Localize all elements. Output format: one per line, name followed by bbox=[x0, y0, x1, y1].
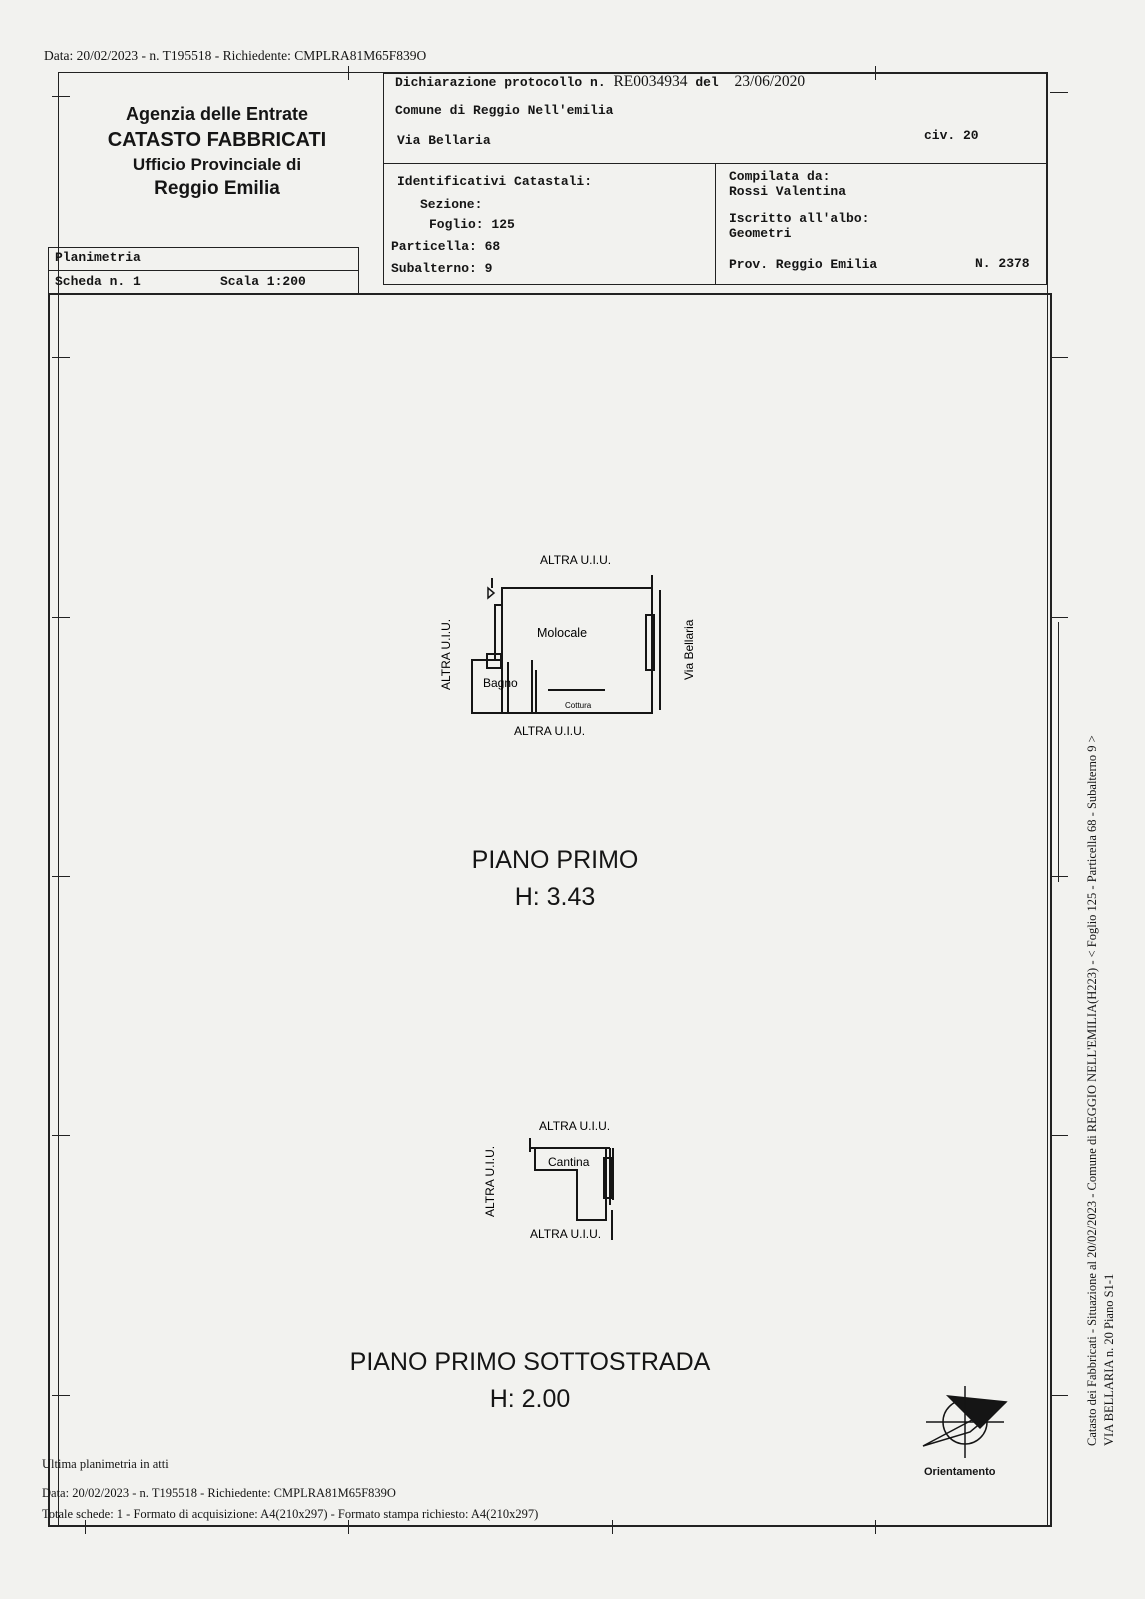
catasto-title: CATASTO FABBRICATI bbox=[107, 129, 327, 151]
albo-value: Geometri bbox=[729, 226, 792, 241]
compilata-name: Rossi Valentina bbox=[729, 184, 847, 199]
planimetria-label: Planimetria bbox=[55, 250, 141, 265]
iscritto-label: Iscritto all'albo: bbox=[729, 211, 870, 226]
frame-tick bbox=[52, 876, 70, 877]
particella-field: Particella: 68 bbox=[391, 239, 501, 254]
frame-tick bbox=[1050, 357, 1068, 358]
frame-tick bbox=[1050, 617, 1068, 618]
side-info-line1: Catasto dei Fabbricati - Situazione al 20/02/2023 - Comune di REGGIO NELL'EMILIA(H223) - < Foglio 125 - Particella 68 - Subalterno 9 > bbox=[1085, 735, 1099, 1446]
footer-data: Data: 20/02/2023 - n. T195518 - Richiedente: CMPLRA81M65F839O bbox=[42, 1486, 396, 1500]
floor-height-first: H: 3.43 bbox=[514, 883, 596, 911]
side-info-line2: VIA BELLARIA n. 20 Piano S1-1 bbox=[1102, 1273, 1116, 1446]
frame-tick bbox=[52, 1395, 70, 1396]
subalterno-field: Subalterno: 9 bbox=[391, 261, 493, 276]
frame-tick bbox=[1050, 1395, 1068, 1396]
scheda-number: Scheda n. 1 bbox=[55, 274, 141, 289]
door-triangle bbox=[488, 588, 494, 598]
floor-title-first: PIANO PRIMO bbox=[471, 846, 639, 874]
sezione-field: Sezione: bbox=[420, 197, 483, 212]
frame-tick bbox=[1050, 92, 1068, 93]
frame-tick bbox=[52, 357, 70, 358]
altra-left-label: ALTRA U.I.U. bbox=[483, 1145, 497, 1217]
floor-plan-first bbox=[420, 550, 740, 750]
floor-height-basement: H: 2.00 bbox=[489, 1385, 571, 1413]
protocol-label: Dichiarazione protocollo n. bbox=[395, 75, 606, 90]
cantina-label: Cantina bbox=[548, 1155, 590, 1169]
frame-tick bbox=[52, 1135, 70, 1136]
frame-tick bbox=[85, 1520, 86, 1534]
identificativi-title: Identificativi Catastali: bbox=[397, 174, 593, 189]
compilata-divider bbox=[715, 163, 716, 285]
frame-tick bbox=[348, 1520, 349, 1534]
protocol-line bbox=[395, 73, 805, 91]
altra-top-label: ALTRA U.I.U. bbox=[540, 553, 612, 567]
frame-tick bbox=[1050, 876, 1068, 877]
altra-left-label: ALTRA U.I.U. bbox=[439, 618, 453, 690]
frame-tick bbox=[875, 1520, 876, 1534]
frame-tick bbox=[612, 1520, 613, 1534]
ultima-planimetria: Ultima planimetria in atti bbox=[42, 1457, 169, 1471]
foglio-field: Foglio: 125 bbox=[429, 217, 515, 232]
request-header: Data: 20/02/2023 - n. T195518 - Richiedente: CMPLRA81M65F839O bbox=[44, 48, 427, 63]
agency-name: Agenzia delle Entrate bbox=[125, 104, 309, 124]
frame-tick bbox=[348, 66, 349, 80]
orientation-label: Orientamento bbox=[924, 1466, 996, 1478]
altra-bottom-label: ALTRA U.I.U. bbox=[530, 1227, 602, 1241]
side-marker bbox=[1058, 622, 1059, 882]
province-label: Prov. Reggio Emilia bbox=[729, 257, 878, 272]
planimetria-divider bbox=[48, 270, 359, 271]
cottura-label: Cottura bbox=[565, 701, 592, 710]
scale-label: Scala 1:200 bbox=[220, 274, 306, 289]
bagno-label: Bagno bbox=[483, 676, 518, 690]
compilata-title: Compilata da: bbox=[729, 169, 831, 184]
protocol-del: del bbox=[695, 75, 719, 90]
via-line: Via Bellaria bbox=[397, 133, 491, 148]
via-bellaria-label: Via Bellaria bbox=[682, 619, 696, 680]
office-city: Reggio Emilia bbox=[154, 178, 280, 199]
registration-number: N. 2378 bbox=[975, 256, 1030, 271]
floor-plan-basement bbox=[470, 1110, 650, 1250]
plan-wall bbox=[472, 587, 652, 713]
protocol-date: 23/06/2020 bbox=[734, 73, 806, 90]
footer-totale: Totale schede: 1 - Formato di acquisizione: A4(210x297) - Formato stampa richiesto: A4(210x297) bbox=[42, 1507, 539, 1521]
frame-tick bbox=[1050, 1135, 1068, 1136]
frame-tick bbox=[52, 617, 70, 618]
comune-line: Comune di Reggio Nell'emilia bbox=[395, 103, 614, 118]
floor-title-basement: PIANO PRIMO SOTTOSTRADA bbox=[349, 1348, 711, 1376]
frame-tick bbox=[52, 96, 70, 97]
compass-icon bbox=[918, 1384, 1018, 1469]
altra-bottom-label: ALTRA U.I.U. bbox=[514, 724, 586, 738]
protocol-number: RE0034934 bbox=[613, 73, 688, 90]
monolocale-label: Molocale bbox=[537, 626, 588, 640]
civ-number: civ. 20 bbox=[924, 128, 979, 143]
altra-top-label: ALTRA U.I.U. bbox=[539, 1119, 611, 1133]
agency-block bbox=[62, 104, 372, 200]
office-label: Ufficio Provinciale di bbox=[132, 155, 302, 174]
